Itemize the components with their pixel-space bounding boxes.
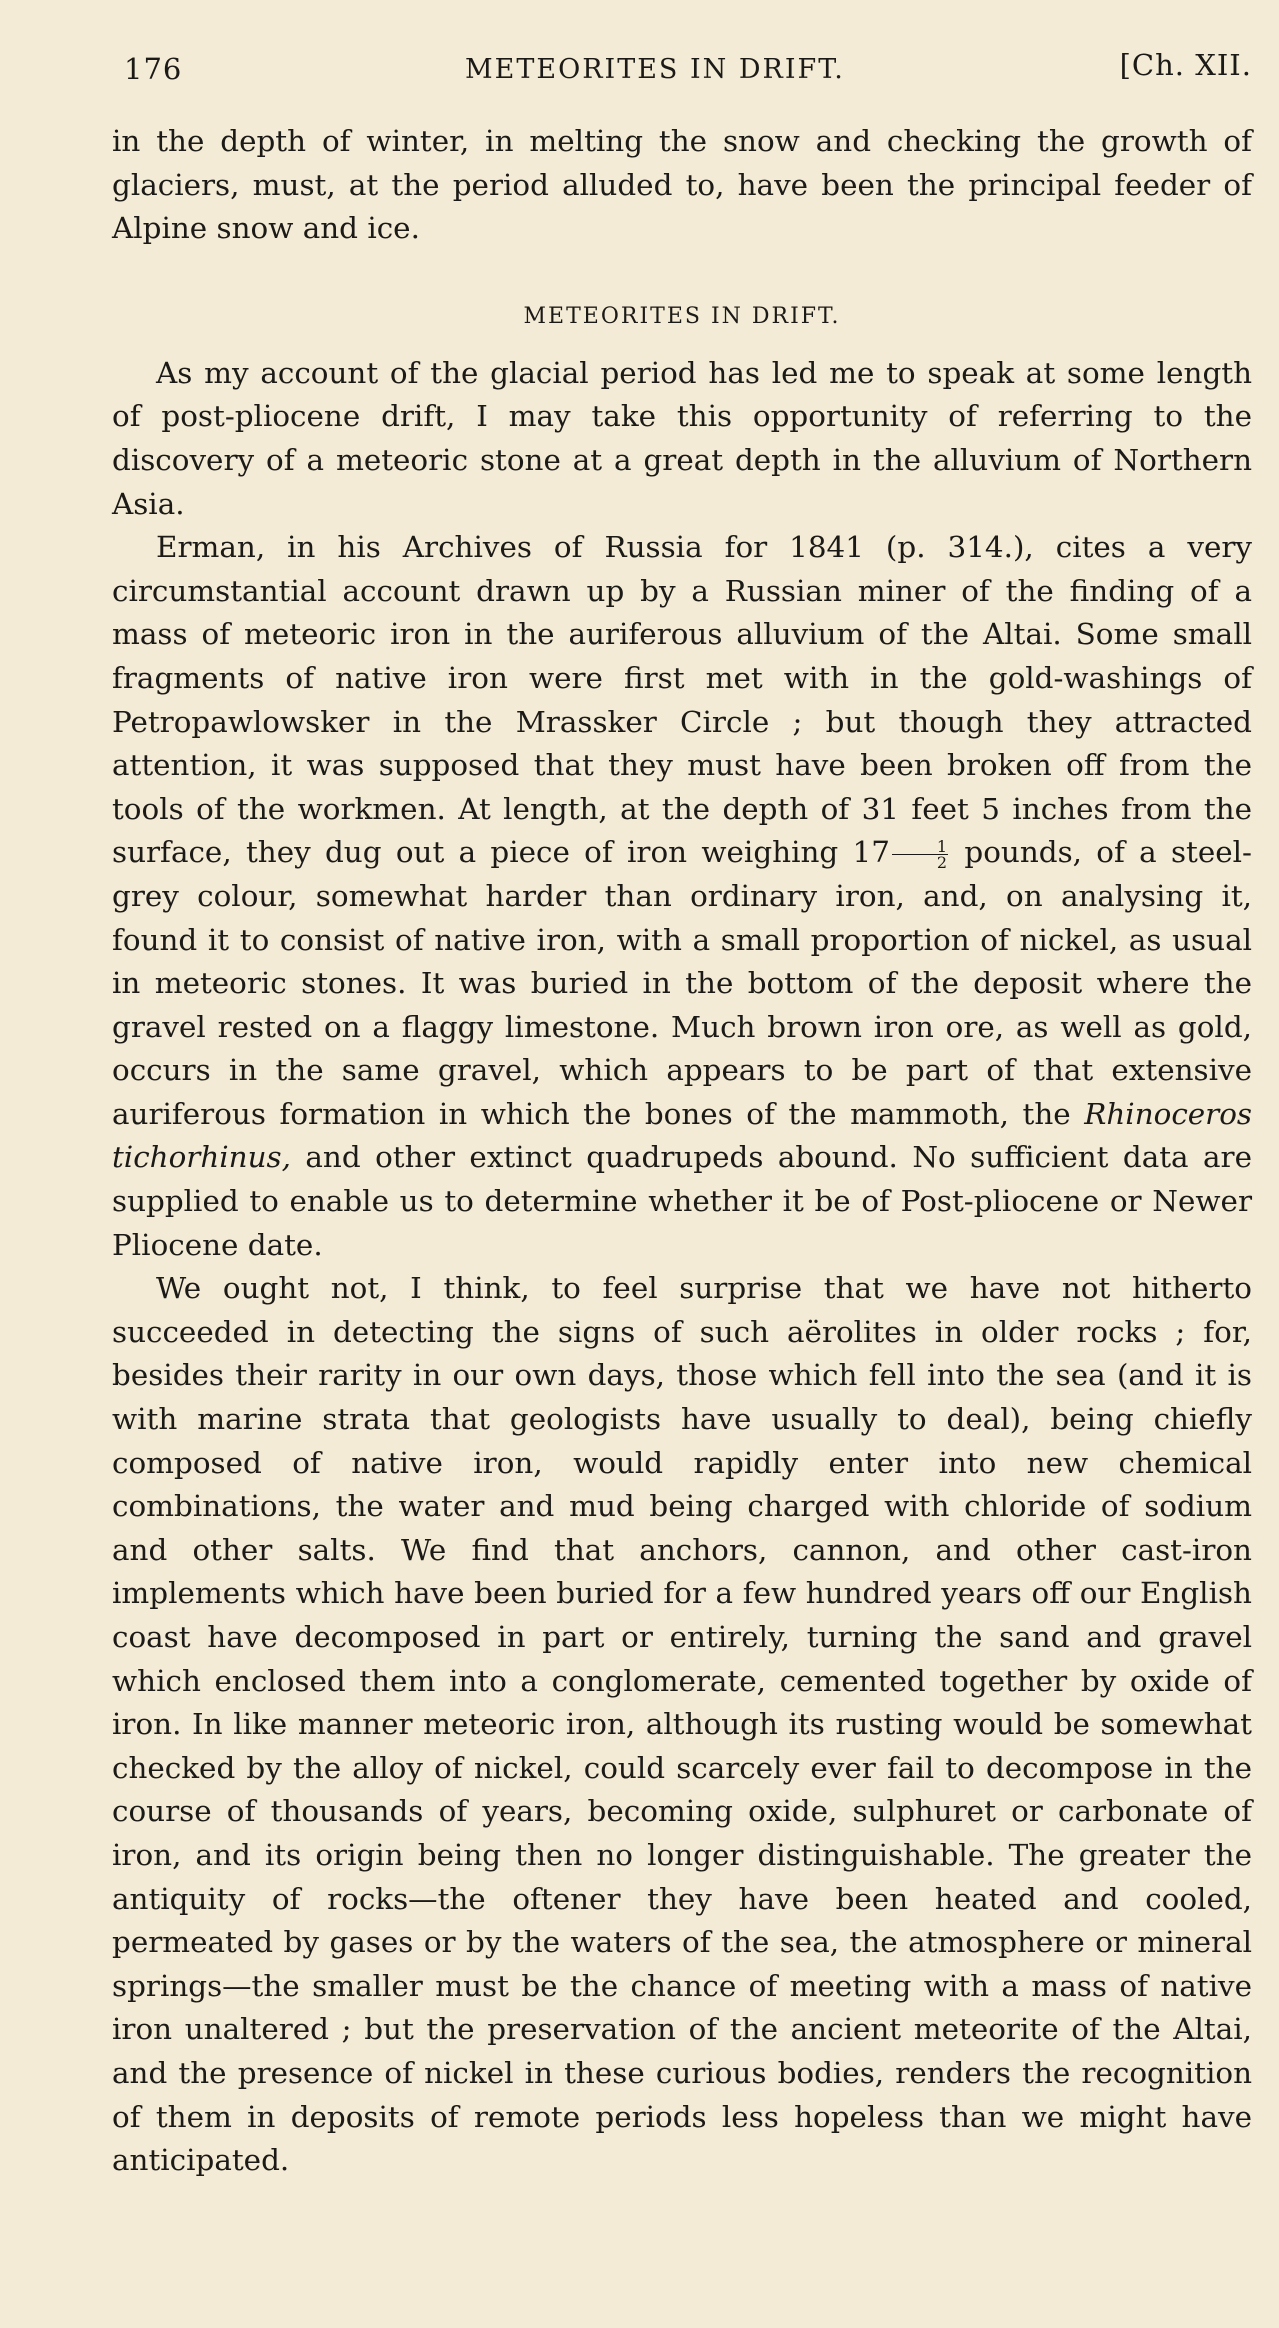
species-name: Rhinoceros tichorhinus,: [112, 1096, 1252, 1175]
fraction-numerator: 1: [892, 839, 948, 855]
fraction-one-half: [892, 836, 948, 872]
chapter-mark: [Ch. XII.: [1119, 48, 1252, 82]
fraction-denominator: 2: [936, 852, 948, 872]
running-title: METEORITES IN DRIFT.: [465, 54, 845, 85]
paragraph-erman: [112, 526, 1252, 1267]
section-heading: METEORITES IN DRIFT.: [523, 303, 841, 329]
running-head: [112, 40, 1252, 90]
book-page: [112, 40, 1252, 2300]
paragraph-aerolites: We ought not, I think, to feel surprise that we have not hitherto succeeded in detecting the signs of such aërolites in older rocks ; for, besides their rarity in our own days, those which fell into the sea (and it is with marine strata that geologists have usually to deal), being chiefly composed of native iron, would rapidly enter into new chemical combinations, the water and mud being charged with chloride of sodium and other salts. We find that anchors, cannon, and other cast-iron implements which have been buried for a few hundred years off our English coast have decomposed in part or entirely, turning the sand and gravel which enclosed them into a conglomerate, cemented together by oxide of iron. In like manner meteoric iron, although its rusting would be somewhat checked by the alloy of nickel, could scarcely ever fail to decompose in the course of thousands of years, becoming oxide, sulphuret or carbonate of iron, and its origin being then no longer distinguishable. The greater the antiquity of rocks—the oftener they have been heated and cooled, permeated by gases or by the waters of the sea, the atmosphere or mineral springs—the smaller must be the chance of meeting with a mass of native iron unaltered ; but the preservation of the ancient meteorite of the Altai, and the presence of nickel in these curious bodies, renders the recognition of them in deposits of remote periods less hopeless than we might have anticipated.: [112, 1271, 1252, 2178]
page-body: [112, 120, 1252, 2183]
paragraph-erman-text-b: pounds, of a steel-grey colour, somewhat harder than ordinary iron, and, on analysing it, found it to consist of native iron, with a small proportion of nickel, as usual in meteoric stones. It was buried in the bottom of the deposit where the gravel rested on a flaggy limestone. Much brown iron ore, as well as gold, occurs in the same gravel, which appears to be part of that extensive auriferous formation in which the bones of the mammoth, the: [112, 835, 1252, 1131]
paragraph-intro: As my account of the glacial period has led me to speak at some length of post-pliocene drift, I may take this opportunity of referring to the discovery of a meteoric stone at a great depth in the alluvium of Northern Asia.: [112, 355, 1252, 521]
page-number: 176: [124, 52, 183, 86]
opening-paragraph: in the depth of winter, in melting the snow and checking the growth of glaciers, must, at the period alluded to, have been the principal feeder of Alpine snow and ice.: [112, 124, 1252, 246]
paragraph-erman-text-a: Erman, in his Archives of Russia for 1841 (p. 314.), cites a very circumstantial account drawn up by a Russian miner of the finding of a mass of meteoric iron in the auriferous alluvium of the Altai. Some small fragments of native iron were first met with in the gold-washings of Petropawlowsker in the Mrassker Circle ; but though they attracted attention, it was supposed that they must have been broken off from the tools of the workmen. At length, at the depth of 31 feet 5 inches from the surface, they dug out a piece of iron weighing 17: [112, 530, 1252, 870]
paragraph-erman-text-c: and other extinct quadrupeds abound. No sufficient data are supplied to enable us to determine whether it be of Post-pliocene or Newer Pliocene date.: [112, 1140, 1252, 1262]
